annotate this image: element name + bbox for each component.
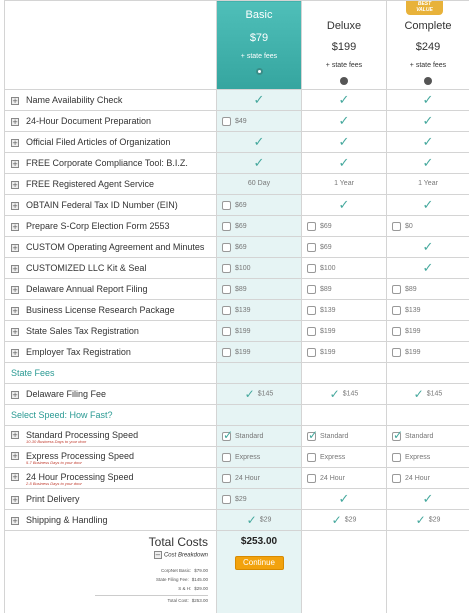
included-cell xyxy=(302,489,387,510)
expand-plus-icon[interactable]: + xyxy=(12,390,18,399)
section-empty-cell xyxy=(387,405,469,426)
feature-row xyxy=(5,468,469,489)
feature-row xyxy=(5,258,469,279)
expand-plus-icon[interactable]: + xyxy=(12,348,18,357)
addon-price: 24 Hour xyxy=(405,474,430,482)
feature-label: FREE Registered Agent Service xyxy=(26,179,155,189)
collapse-minus-icon[interactable]: − xyxy=(155,551,161,559)
included-cell xyxy=(302,90,387,111)
check-icon: ✓ xyxy=(422,113,434,129)
expand-plus-icon[interactable]: + xyxy=(12,306,18,315)
expand-plus-icon[interactable]: + xyxy=(12,473,18,482)
feature-label: 24 Hour Processing Speed xyxy=(26,471,134,482)
feature-label-cell xyxy=(5,195,217,216)
addon-price: $100 xyxy=(320,264,336,272)
addon-cell[interactable] xyxy=(387,426,469,447)
addon-cell[interactable] xyxy=(217,258,302,279)
feature-row xyxy=(5,132,469,153)
addon-price: $199 xyxy=(405,348,421,356)
package-name: Deluxe xyxy=(326,20,362,32)
package-comparison xyxy=(4,0,469,613)
addon-checkbox[interactable] xyxy=(307,327,316,336)
check-icon: ✓ xyxy=(415,513,426,527)
addon-checkbox[interactable] xyxy=(222,453,231,462)
included-cell xyxy=(387,153,469,174)
feature-label-cell xyxy=(5,174,217,195)
addon-price: $89 xyxy=(405,285,417,293)
feature-delivery-note: 2-5 Business Days to your door xyxy=(26,480,82,486)
package-fees-note: + state fees xyxy=(325,62,363,69)
fee-value: $145 xyxy=(426,390,443,398)
cost-breakdown-lines xyxy=(5,566,208,605)
package-table xyxy=(4,0,469,613)
check-icon: ✓ xyxy=(338,113,350,129)
duration-cell xyxy=(217,174,302,195)
included-cell xyxy=(387,132,469,153)
addon-checkbox[interactable] xyxy=(392,306,401,315)
included-cell xyxy=(387,258,469,279)
addon-price: $139 xyxy=(320,306,336,314)
addon-cell[interactable] xyxy=(387,321,469,342)
check-icon: ✓ xyxy=(244,387,255,401)
addon-checkbox[interactable] xyxy=(307,348,316,357)
badge-line2: VALUE xyxy=(416,7,433,13)
addon-checkbox[interactable] xyxy=(222,201,231,210)
totals-row xyxy=(5,531,469,613)
feature-label-cell xyxy=(5,489,217,510)
fee-value: $29 xyxy=(259,516,272,524)
feature-label-cell xyxy=(5,321,217,342)
addon-checkbox[interactable] xyxy=(222,495,231,504)
check-icon: ✓ xyxy=(308,427,319,442)
fee-value: $29 xyxy=(344,516,357,524)
addon-price: $0 xyxy=(405,222,413,230)
addon-cell[interactable] xyxy=(217,426,302,447)
package-price: $199 xyxy=(331,41,357,53)
duration-value: 1 Year xyxy=(334,180,354,188)
feature-label-cell xyxy=(5,279,217,300)
addon-price: $100 xyxy=(235,264,251,272)
addon-cell[interactable] xyxy=(302,321,387,342)
feature-label-cell xyxy=(5,510,217,531)
check-icon: ✓ xyxy=(253,155,265,171)
feature-label-cell xyxy=(5,153,217,174)
check-icon: ✓ xyxy=(422,239,434,255)
package-radio-selected[interactable] xyxy=(256,68,263,75)
cost-breakdown-toggle[interactable] xyxy=(5,551,208,559)
section-heading: State Fees xyxy=(5,363,217,384)
addon-checkbox[interactable] xyxy=(392,348,401,357)
check-icon: ✓ xyxy=(422,134,434,150)
feature-label: Print Delivery xyxy=(26,494,80,504)
feature-label-cell xyxy=(5,300,217,321)
addon-price: $199 xyxy=(235,327,251,335)
header-corner xyxy=(5,1,217,90)
check-icon: ✓ xyxy=(338,92,350,108)
feature-row xyxy=(5,195,469,216)
addon-checkbox[interactable] xyxy=(222,222,231,231)
included-cell xyxy=(387,489,469,510)
addon-checkbox[interactable] xyxy=(307,474,316,483)
addon-price: Standard xyxy=(320,432,349,440)
addon-cell[interactable] xyxy=(217,195,302,216)
feature-label: Delaware Filing Fee xyxy=(26,389,107,399)
addon-cell[interactable] xyxy=(217,468,302,489)
included-cell xyxy=(387,237,469,258)
included-fee-cell xyxy=(302,510,387,531)
addon-cell[interactable] xyxy=(217,237,302,258)
check-icon: ✓ xyxy=(331,513,342,527)
feature-delivery-note: 5-7 Business Days to your door xyxy=(26,459,82,465)
feature-label-cell xyxy=(5,447,217,468)
cost-line-label: CorpNet Basic: xyxy=(160,568,192,573)
addon-price: $199 xyxy=(320,327,336,335)
cost-total-line xyxy=(5,596,208,605)
feature-row xyxy=(5,174,469,195)
expand-plus-icon[interactable]: + xyxy=(12,285,18,294)
addon-cell[interactable] xyxy=(217,342,302,363)
expand-plus-icon[interactable]: + xyxy=(12,495,18,504)
feature-label-cell xyxy=(5,468,217,489)
addon-cell[interactable] xyxy=(302,426,387,447)
feature-label: Business License Research Package xyxy=(26,305,175,315)
feature-label-cell xyxy=(5,237,217,258)
addon-cell[interactable] xyxy=(217,447,302,468)
cost-total-value: $253.00 xyxy=(191,598,208,603)
addon-price: $49 xyxy=(235,117,247,125)
cost-total-label: Total Cost: xyxy=(167,598,189,603)
cost-line xyxy=(5,584,208,593)
addon-cell[interactable] xyxy=(387,468,469,489)
addon-price: $69 xyxy=(235,222,247,230)
section-empty-cell xyxy=(387,363,469,384)
addon-cell[interactable] xyxy=(302,300,387,321)
feature-label: Shipping & Handling xyxy=(26,515,108,525)
package-complete[interactable] xyxy=(387,1,469,90)
check-icon: ✓ xyxy=(338,134,350,150)
addon-checkbox-checked[interactable] xyxy=(392,427,404,442)
package-fees-note: + state fees xyxy=(240,53,278,60)
feature-label-cell xyxy=(5,132,217,153)
feature-label: State Sales Tax Registration xyxy=(26,326,139,336)
expand-plus-icon[interactable]: + xyxy=(12,452,18,461)
totals-title: Total Costs xyxy=(148,535,208,549)
addon-cell[interactable] xyxy=(302,279,387,300)
addon-checkbox[interactable] xyxy=(307,306,316,315)
feature-label: OBTAIN Federal Tax ID Number (EIN) xyxy=(26,200,178,210)
addon-price: 24 Hour xyxy=(320,474,345,482)
addon-checkbox[interactable] xyxy=(392,285,401,294)
badge-line1: BEST xyxy=(417,1,432,7)
check-icon: ✓ xyxy=(338,197,350,213)
duration-cell xyxy=(302,174,387,195)
addon-checkbox[interactable] xyxy=(307,222,316,231)
addon-checkbox[interactable] xyxy=(307,264,316,273)
fee-value: $145 xyxy=(342,390,359,398)
expand-plus-icon[interactable]: + xyxy=(12,327,18,336)
feature-row xyxy=(5,90,469,111)
feature-row xyxy=(5,489,469,510)
duration-cell xyxy=(387,174,469,195)
section-row xyxy=(5,363,469,384)
addon-cell[interactable] xyxy=(302,237,387,258)
check-icon: ✓ xyxy=(422,260,434,276)
included-cell xyxy=(302,132,387,153)
check-icon: ✓ xyxy=(422,491,434,507)
feature-label-cell xyxy=(5,384,217,405)
section-row xyxy=(5,405,469,426)
feature-row xyxy=(5,153,469,174)
addon-checkbox-checked[interactable] xyxy=(222,427,234,442)
package-name: Basic xyxy=(245,9,273,21)
fee-value: $29 xyxy=(428,516,441,524)
addon-price: $29 xyxy=(235,495,247,503)
cost-line-value: $79.00 xyxy=(194,568,208,573)
feature-label: CUSTOMIZED LLC Kit & Seal xyxy=(26,263,147,273)
addon-checkbox[interactable] xyxy=(222,285,231,294)
addon-checkbox[interactable] xyxy=(307,285,316,294)
fee-value: $145 xyxy=(257,390,274,398)
section-heading: Select Speed: How Fast? xyxy=(5,405,217,426)
package-fees-note: + state fees xyxy=(409,62,447,69)
addon-checkbox[interactable] xyxy=(392,222,401,231)
package-name: Complete xyxy=(404,20,452,32)
feature-label: FREE Corporate Compliance Tool: B.I.Z. xyxy=(26,158,188,168)
section-empty-cell xyxy=(302,405,387,426)
addon-checkbox[interactable] xyxy=(222,117,231,126)
addon-checkbox[interactable] xyxy=(392,453,401,462)
addon-checkbox[interactable] xyxy=(392,474,401,483)
package-price: $249 xyxy=(415,41,441,53)
addon-price: $69 xyxy=(320,243,332,251)
addon-cell[interactable] xyxy=(302,216,387,237)
addon-price: $89 xyxy=(320,285,332,293)
feature-row xyxy=(5,216,469,237)
addon-price: 24 Hour xyxy=(235,474,260,482)
cost-breakdown-label: Cost Breakdown xyxy=(163,552,208,559)
check-icon: ✓ xyxy=(338,491,350,507)
feature-label: Official Filed Articles of Organization xyxy=(26,137,171,147)
package-radio[interactable] xyxy=(424,77,432,85)
included-cell xyxy=(302,153,387,174)
check-icon: ✓ xyxy=(246,513,257,527)
feature-label: 24-Hour Document Preparation xyxy=(26,116,152,126)
addon-checkbox-checked[interactable] xyxy=(307,427,319,442)
check-icon: ✓ xyxy=(253,92,265,108)
addon-checkbox[interactable] xyxy=(392,327,401,336)
expand-plus-icon[interactable]: + xyxy=(12,243,18,252)
feature-label: Prepare S-Corp Election Form 2553 xyxy=(26,221,170,231)
feature-row xyxy=(5,237,469,258)
feature-label-cell xyxy=(5,111,217,132)
feature-row xyxy=(5,384,469,405)
addon-cell[interactable] xyxy=(217,111,302,132)
included-cell xyxy=(217,132,302,153)
feature-row xyxy=(5,510,469,531)
included-fee-cell xyxy=(387,384,469,405)
included-cell xyxy=(387,111,469,132)
feature-row xyxy=(5,279,469,300)
addon-cell[interactable] xyxy=(217,489,302,510)
total-amount-cell xyxy=(217,531,302,613)
addon-price: Express xyxy=(405,453,431,461)
included-fee-cell xyxy=(387,510,469,531)
feature-label: Delaware Annual Report Filing xyxy=(26,284,148,294)
check-icon: ✓ xyxy=(253,134,265,150)
included-fee-cell xyxy=(217,384,302,405)
addon-cell[interactable] xyxy=(302,468,387,489)
addon-cell[interactable] xyxy=(387,447,469,468)
feature-label-cell xyxy=(5,426,217,447)
feature-label-cell xyxy=(5,342,217,363)
feature-label: Employer Tax Registration xyxy=(26,347,131,357)
check-icon: ✓ xyxy=(338,155,350,171)
check-icon: ✓ xyxy=(422,155,434,171)
expand-plus-icon[interactable]: + xyxy=(12,264,18,273)
addon-price: Express xyxy=(235,453,261,461)
addon-price: $69 xyxy=(235,243,247,251)
duration-value: 60 Day xyxy=(247,180,271,188)
check-icon: ✓ xyxy=(393,427,404,442)
section-empty-cell xyxy=(217,405,302,426)
included-cell xyxy=(302,111,387,132)
package-price: $79 xyxy=(249,32,269,44)
feature-label: CUSTOM Operating Agreement and Minutes xyxy=(26,242,205,252)
cost-line-value: $29.00 xyxy=(194,586,208,591)
addon-price: Standard xyxy=(235,432,264,440)
package-header-row xyxy=(5,1,469,90)
expand-plus-icon[interactable]: + xyxy=(12,117,18,126)
addon-cell[interactable] xyxy=(217,279,302,300)
addon-checkbox[interactable] xyxy=(222,474,231,483)
expand-plus-icon[interactable]: + xyxy=(12,516,18,525)
addon-price: $69 xyxy=(235,201,247,209)
totals-summary xyxy=(5,531,217,613)
feature-row xyxy=(5,300,469,321)
included-cell xyxy=(217,153,302,174)
feature-label: Name Availability Check xyxy=(26,95,123,105)
feature-label: Express Processing Speed xyxy=(26,450,135,461)
total-empty-cell xyxy=(387,531,469,613)
included-cell xyxy=(387,90,469,111)
package-basic[interactable] xyxy=(217,1,302,90)
package-radio[interactable] xyxy=(340,77,348,85)
addon-checkbox[interactable] xyxy=(307,453,316,462)
check-icon: ✓ xyxy=(422,92,434,108)
expand-plus-icon[interactable]: + xyxy=(12,201,18,210)
total-empty-cell xyxy=(302,531,387,613)
addon-cell[interactable] xyxy=(217,300,302,321)
expand-plus-icon[interactable]: + xyxy=(12,180,18,189)
expand-plus-icon[interactable]: + xyxy=(12,138,18,147)
cost-line-value: $145.00 xyxy=(191,577,208,582)
expand-plus-icon[interactable]: + xyxy=(12,222,18,231)
addon-checkbox[interactable] xyxy=(307,243,316,252)
addon-cell[interactable] xyxy=(387,300,469,321)
feature-label: Standard Processing Speed xyxy=(26,429,139,440)
check-icon: ✓ xyxy=(329,387,340,401)
package-deluxe[interactable] xyxy=(302,1,387,90)
feature-row xyxy=(5,321,469,342)
cost-line-label: State Filing Fee: xyxy=(155,577,189,582)
addon-checkbox[interactable] xyxy=(222,348,231,357)
addon-cell[interactable] xyxy=(387,342,469,363)
addon-price: $69 xyxy=(320,222,332,230)
check-icon: ✓ xyxy=(422,197,434,213)
addon-price: $139 xyxy=(405,306,421,314)
addon-cell[interactable] xyxy=(217,216,302,237)
feature-row xyxy=(5,111,469,132)
expand-plus-icon[interactable]: + xyxy=(12,159,18,168)
cost-line xyxy=(5,575,208,584)
feature-row xyxy=(5,342,469,363)
feature-label-cell xyxy=(5,90,217,111)
addon-cell[interactable] xyxy=(302,447,387,468)
addon-checkbox[interactable] xyxy=(222,306,231,315)
addon-cell[interactable] xyxy=(302,258,387,279)
addon-cell[interactable] xyxy=(217,321,302,342)
feature-row xyxy=(5,447,469,468)
section-empty-cell xyxy=(302,363,387,384)
addon-checkbox[interactable] xyxy=(222,327,231,336)
addon-checkbox[interactable] xyxy=(222,264,231,273)
check-icon: ✓ xyxy=(413,387,424,401)
check-icon: ✓ xyxy=(223,427,234,442)
included-fee-cell xyxy=(217,510,302,531)
addon-price: $199 xyxy=(320,348,336,356)
expand-plus-icon[interactable]: + xyxy=(12,431,18,440)
included-cell xyxy=(387,195,469,216)
included-cell xyxy=(217,90,302,111)
addon-price: $89 xyxy=(235,285,247,293)
feature-label-cell xyxy=(5,216,217,237)
addon-price: $199 xyxy=(235,348,251,356)
cost-line-label: S & H: xyxy=(178,586,192,591)
continue-button[interactable]: Continue xyxy=(235,556,284,570)
duration-value: 1 Year xyxy=(418,180,438,188)
addon-price: Standard xyxy=(405,432,434,440)
addon-price: $139 xyxy=(235,306,251,314)
feature-label-cell xyxy=(5,258,217,279)
included-fee-cell xyxy=(302,384,387,405)
addon-cell[interactable] xyxy=(387,216,469,237)
included-cell xyxy=(302,195,387,216)
expand-plus-icon[interactable]: + xyxy=(12,96,18,105)
addon-price: $199 xyxy=(405,327,421,335)
feature-row xyxy=(5,426,469,447)
section-empty-cell xyxy=(217,363,302,384)
feature-delivery-note: 10-30 Business Days to your door xyxy=(26,438,87,444)
addon-cell[interactable] xyxy=(302,342,387,363)
addon-cell[interactable] xyxy=(387,279,469,300)
addon-checkbox[interactable] xyxy=(222,243,231,252)
total-amount: $253.00 xyxy=(240,536,278,547)
addon-price: Express xyxy=(320,453,346,461)
cost-line xyxy=(5,566,208,575)
